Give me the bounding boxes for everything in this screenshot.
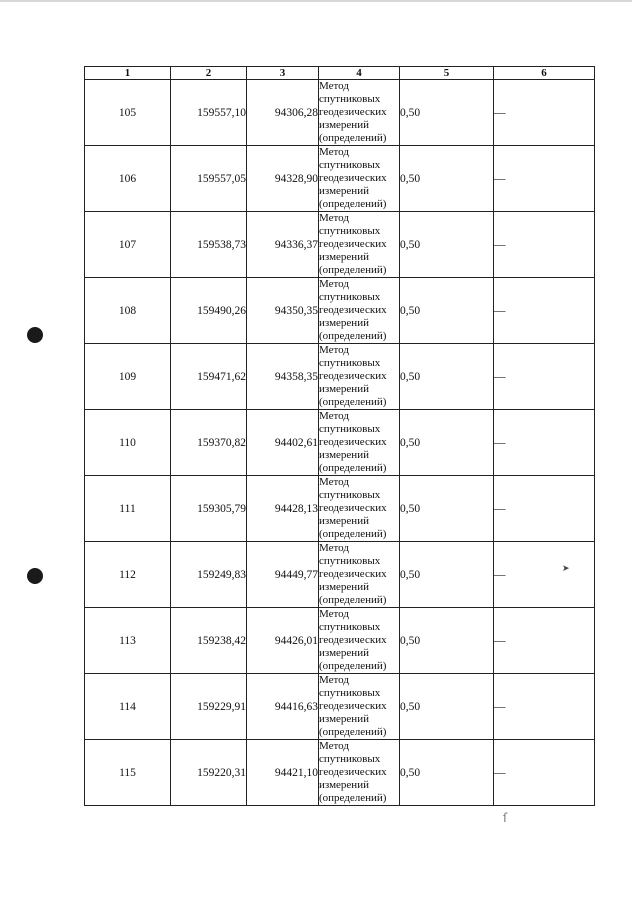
- method-line: геодезических: [319, 238, 387, 250]
- method-line: (определений): [319, 528, 387, 540]
- method-line: Метод: [319, 80, 349, 92]
- accuracy-cell: 0,50: [400, 146, 494, 212]
- header-col-6: 6: [494, 67, 595, 80]
- point-number-cell: 107: [85, 212, 171, 278]
- method-line: (определений): [319, 132, 387, 144]
- table-row: [85, 212, 595, 278]
- y-coordinate-cell: 94426,01: [247, 608, 319, 674]
- accuracy-cell: 0,50: [400, 278, 494, 344]
- method-line: (определений): [319, 462, 387, 474]
- point-number-cell: 110: [85, 410, 171, 476]
- method-line: измерений: [319, 449, 369, 461]
- y-coordinate-cell: 94416,63: [247, 674, 319, 740]
- accuracy-cell: 0,50: [400, 542, 494, 608]
- y-coordinate-cell: 94336,37: [247, 212, 319, 278]
- method-line: (определений): [319, 660, 387, 672]
- table-row: [85, 80, 595, 146]
- method-cell: [319, 344, 400, 410]
- x-coordinate-cell: 159370,82: [171, 410, 247, 476]
- description-cell: —: [494, 278, 595, 344]
- method-line: Метод: [319, 146, 349, 158]
- method-line: геодезических: [319, 766, 387, 778]
- method-line: измерений: [319, 317, 369, 329]
- point-number-cell: 115: [85, 740, 171, 806]
- table-row: [85, 542, 595, 608]
- method-line: Метод: [319, 608, 349, 620]
- pen-mark: ſ: [503, 811, 508, 825]
- coordinates-table: [84, 66, 595, 806]
- method-line: спутниковых: [319, 159, 381, 171]
- table-row: [85, 740, 595, 806]
- method-line: (определений): [319, 726, 387, 738]
- description-cell: —: [494, 608, 595, 674]
- method-line: геодезических: [319, 172, 387, 184]
- method-line: (определений): [319, 198, 387, 210]
- table-row: [85, 344, 595, 410]
- description-cell: —: [494, 146, 595, 212]
- method-line: геодезических: [319, 634, 387, 646]
- table-row: [85, 674, 595, 740]
- header-col-4: 4: [319, 67, 400, 80]
- method-cell: [319, 410, 400, 476]
- header-col-5: 5: [400, 67, 494, 80]
- method-line: Метод: [319, 542, 349, 554]
- arrow-mark: ➤: [562, 564, 570, 574]
- point-number-cell: 105: [85, 80, 171, 146]
- method-line: Метод: [319, 476, 349, 488]
- method-line: спутниковых: [319, 555, 381, 567]
- method-line: (определений): [319, 330, 387, 342]
- x-coordinate-cell: 159249,83: [171, 542, 247, 608]
- accuracy-cell: 0,50: [400, 674, 494, 740]
- description-cell: —: [494, 410, 595, 476]
- method-line: (определений): [319, 792, 387, 804]
- method-line: Метод: [319, 674, 349, 686]
- x-coordinate-cell: 159238,42: [171, 608, 247, 674]
- method-line: спутниковых: [319, 225, 381, 237]
- method-line: спутниковых: [319, 357, 381, 369]
- method-cell: [319, 608, 400, 674]
- method-line: Метод: [319, 740, 349, 752]
- method-cell: [319, 542, 400, 608]
- method-line: Метод: [319, 212, 349, 224]
- method-cell: [319, 740, 400, 806]
- method-line: спутниковых: [319, 423, 381, 435]
- accuracy-cell: 0,50: [400, 608, 494, 674]
- x-coordinate-cell: 159538,73: [171, 212, 247, 278]
- table-row: [85, 608, 595, 674]
- header-col-3: 3: [247, 67, 319, 80]
- method-line: измерений: [319, 251, 369, 263]
- x-coordinate-cell: 159229,91: [171, 674, 247, 740]
- table-row: [85, 410, 595, 476]
- method-line: спутниковых: [319, 687, 381, 699]
- method-line: (определений): [319, 396, 387, 408]
- y-coordinate-cell: 94428,13: [247, 476, 319, 542]
- method-line: спутниковых: [319, 93, 381, 105]
- description-cell: —: [494, 212, 595, 278]
- method-line: Метод: [319, 278, 349, 290]
- x-coordinate-cell: 159471,62: [171, 344, 247, 410]
- point-number-cell: 112: [85, 542, 171, 608]
- y-coordinate-cell: 94350,35: [247, 278, 319, 344]
- accuracy-cell: 0,50: [400, 740, 494, 806]
- x-coordinate-cell: 159305,79: [171, 476, 247, 542]
- method-cell: [319, 80, 400, 146]
- method-cell: [319, 278, 400, 344]
- y-coordinate-cell: 94306,28: [247, 80, 319, 146]
- point-number-cell: 111: [85, 476, 171, 542]
- punch-hole-lower: [27, 568, 43, 584]
- method-line: геодезических: [319, 502, 387, 514]
- method-line: измерений: [319, 119, 369, 131]
- method-line: измерений: [319, 185, 369, 197]
- description-cell: —: [494, 476, 595, 542]
- method-line: спутниковых: [319, 753, 381, 765]
- point-number-cell: 109: [85, 344, 171, 410]
- header-row: [85, 67, 595, 80]
- method-line: измерений: [319, 383, 369, 395]
- method-line: измерений: [319, 515, 369, 527]
- point-number-cell: 108: [85, 278, 171, 344]
- accuracy-cell: 0,50: [400, 344, 494, 410]
- y-coordinate-cell: 94328,90: [247, 146, 319, 212]
- y-coordinate-cell: 94449,77: [247, 542, 319, 608]
- method-line: (определений): [319, 594, 387, 606]
- description-cell: —: [494, 344, 595, 410]
- method-cell: [319, 476, 400, 542]
- method-line: измерений: [319, 647, 369, 659]
- method-line: геодезических: [319, 568, 387, 580]
- method-cell: [319, 674, 400, 740]
- y-coordinate-cell: 94421,10: [247, 740, 319, 806]
- method-cell: [319, 146, 400, 212]
- accuracy-cell: 0,50: [400, 80, 494, 146]
- punch-hole-upper: [27, 327, 43, 343]
- description-cell: —: [494, 80, 595, 146]
- table-row: [85, 278, 595, 344]
- description-cell: —: [494, 740, 595, 806]
- method-line: измерений: [319, 713, 369, 725]
- method-line: спутниковых: [319, 489, 381, 501]
- method-line: (определений): [319, 264, 387, 276]
- page-top-edge: [0, 0, 632, 2]
- method-line: спутниковых: [319, 291, 381, 303]
- method-line: геодезических: [319, 304, 387, 316]
- y-coordinate-cell: 94358,35: [247, 344, 319, 410]
- table-body: [85, 80, 595, 806]
- method-line: спутниковых: [319, 621, 381, 633]
- header-col-2: 2: [171, 67, 247, 80]
- method-line: геодезических: [319, 700, 387, 712]
- method-line: геодезических: [319, 370, 387, 382]
- x-coordinate-cell: 159557,10: [171, 80, 247, 146]
- point-number-cell: 114: [85, 674, 171, 740]
- accuracy-cell: 0,50: [400, 410, 494, 476]
- header-col-1: 1: [85, 67, 171, 80]
- point-number-cell: 106: [85, 146, 171, 212]
- y-coordinate-cell: 94402,61: [247, 410, 319, 476]
- x-coordinate-cell: 159220,31: [171, 740, 247, 806]
- method-line: геодезических: [319, 106, 387, 118]
- point-number-cell: 113: [85, 608, 171, 674]
- method-line: измерений: [319, 779, 369, 791]
- method-line: Метод: [319, 344, 349, 356]
- accuracy-cell: 0,50: [400, 212, 494, 278]
- table-row: [85, 146, 595, 212]
- description-cell: —: [494, 674, 595, 740]
- x-coordinate-cell: 159490,26: [171, 278, 247, 344]
- description-cell: —: [494, 542, 595, 608]
- table-row: [85, 476, 595, 542]
- method-cell: [319, 212, 400, 278]
- method-line: Метод: [319, 410, 349, 422]
- x-coordinate-cell: 159557,05: [171, 146, 247, 212]
- method-line: геодезических: [319, 436, 387, 448]
- method-line: измерений: [319, 581, 369, 593]
- accuracy-cell: 0,50: [400, 476, 494, 542]
